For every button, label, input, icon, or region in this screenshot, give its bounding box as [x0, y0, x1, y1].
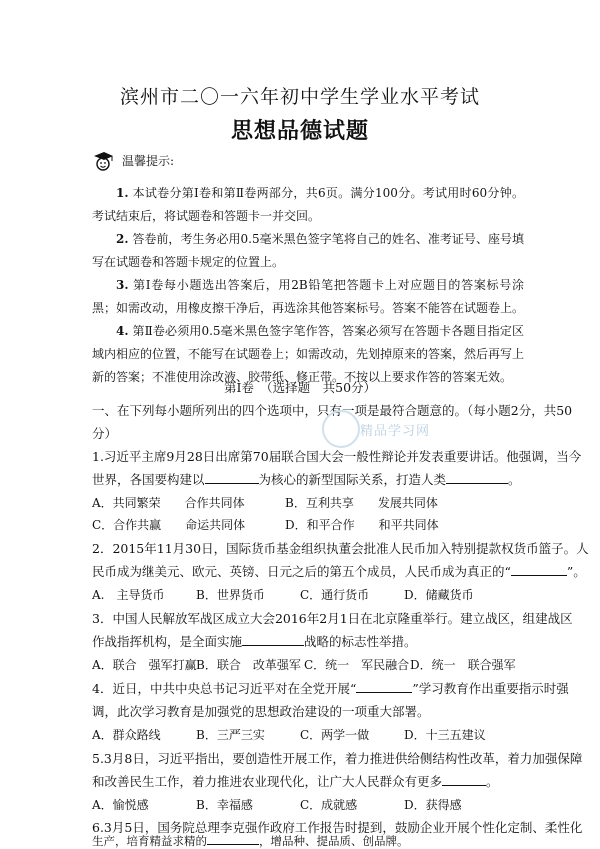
q4-line2: 调，此次学习教育是加强党的思想政治建设的一项重大部署。	[92, 704, 430, 719]
q1-blank-1	[205, 471, 259, 484]
instruction-3: 3. 第Ⅰ卷每小题选出答案后，用2B铅笔把答题卡上对应题目的答案标号涂黑；如需改动，用橡皮擦干净后，再选涂其他答案标号。答案不能答在试题卷上。	[92, 278, 525, 315]
q1-option-b: B．互利共享 发展共同体	[285, 496, 438, 510]
q3-option-a: A．联合 强军打赢	[92, 658, 197, 672]
q1-line1: 1.习近平主席9月28日出席第70届联合国大会一般性辩论并发表重要讲话。他强调，当今	[92, 449, 582, 464]
q5-line1: 5.3月8日，习近平指出，要创造性开展工作，着力推进供给侧结构性改革，着力加强保障	[92, 751, 583, 766]
q3-line1: 3．中国人民解放军战区成立大会2016年2月1日在北京隆重举行。建立战区，组建战区	[92, 611, 573, 626]
q6-blank	[207, 834, 259, 845]
q2-option-b: B．世界货币	[196, 588, 265, 602]
section-heading: 第Ⅰ卷 （选择题 共50分）	[223, 380, 377, 395]
exam-title: 滨州市二〇一六年初中学生学业水平考试	[119, 86, 480, 108]
q3-option-d: D．统一 联合强军	[410, 658, 516, 672]
watermark-text: 精品学习网	[360, 424, 431, 439]
q1-blank-2	[446, 471, 508, 484]
q2-blank	[511, 563, 567, 576]
q3-blank	[242, 633, 304, 646]
q4-option-b: B．三严三实	[196, 728, 265, 742]
q4-option-a: A．群众路线	[92, 728, 161, 742]
watermark-logo-icon	[322, 410, 360, 448]
q6-line2: 生产，培育精益求精的 ，增品种、提品质、创品牌。	[92, 834, 409, 848]
q1-option-c: C．合作共赢 命运共同体	[92, 518, 246, 532]
q2-option-a: A. 主导货币	[92, 588, 165, 602]
instruction-4: 4. 第Ⅱ卷必须用0.5毫米黑色签字笔作答，答案必须写在答题卡各题目指定区域内相应的位置，不能写在试题卷上；如需改动，先划掉原来的答案，然后再写上新的答案；不准使用涂改液、胶带纸、修正带。不按以上要求作答的答案无效。	[92, 324, 525, 384]
q3-option-c: C．统一 军民融合	[304, 658, 410, 672]
q4-option-d: D．十三五建议	[404, 728, 486, 742]
q4-option-c: C．两学一做	[300, 728, 370, 742]
q1-option-d: D．和平合作 和平共同体	[285, 518, 439, 532]
q2-option-c: C．通行货币	[300, 588, 370, 602]
q5-option-b: B．幸福感	[196, 798, 253, 812]
q2-option-d: D．储藏货币	[404, 588, 474, 602]
q4-blank	[356, 680, 412, 693]
hint-label: 温馨提示:	[122, 154, 175, 168]
q3-option-b: B．联合 改革强军	[196, 658, 301, 672]
q1-option-a: A．共同繁荣 合作共同体	[92, 496, 245, 510]
q2-line2: 民币成为继美元、欧元、英镑、日元之后的第五个成员，人民币成为真正的“ ”。	[92, 564, 586, 579]
q1-line2: 世界，各国要构建以 为核心的新型国际关系，打造人类 。	[92, 472, 521, 487]
q5-option-a: A．愉悦感	[92, 798, 149, 812]
q5-line2: 和改善民生工作，着力推进农业现代化，让广大人民群众有更多 。	[92, 774, 499, 789]
q2-line1: 2．2015年11月30日，国际货币基金组织执董会批准人民币加入特别提款权货币篮子。人	[92, 541, 589, 556]
instruction-1: 1. 本试卷分第Ⅰ卷和第Ⅱ卷两部分，共6页。满分100分。考试用时60分钟。考试结束后，将试题卷和答题卡一并交回。	[92, 186, 524, 223]
q6-line1: 6.3月5日，国务院总理李克强作政府工作报告时提到，鼓励企业开展个性化定制、柔性化	[92, 820, 583, 835]
student-cap-icon	[92, 150, 114, 172]
section-instruction-line2: 分）	[92, 426, 118, 441]
q3-line2: 作战指挥机构，是全面实施 战略的标志性举措。	[92, 634, 417, 649]
section-instruction-line1: 一、在下列每小题所列出的四个选项中，只有一项是最符合题意的。（每小题2分，共50	[92, 403, 573, 418]
q5-blank	[442, 773, 486, 786]
exam-subject-title: 思想品德试题	[230, 118, 369, 144]
q5-option-d: D．获得感	[404, 798, 462, 812]
q5-option-c: C．成就感	[300, 798, 358, 812]
q4-line1: 4．近日，中共中央总书记习近平对在全党开展“ ”学习教育作出重要指示时强	[92, 681, 569, 696]
instruction-2: 2. 答卷前，考生务必用0.5毫米黑色签字笔将自己的姓名、准考证号、座号填写在试题卷和答题卡规定的位置上。	[92, 232, 524, 269]
